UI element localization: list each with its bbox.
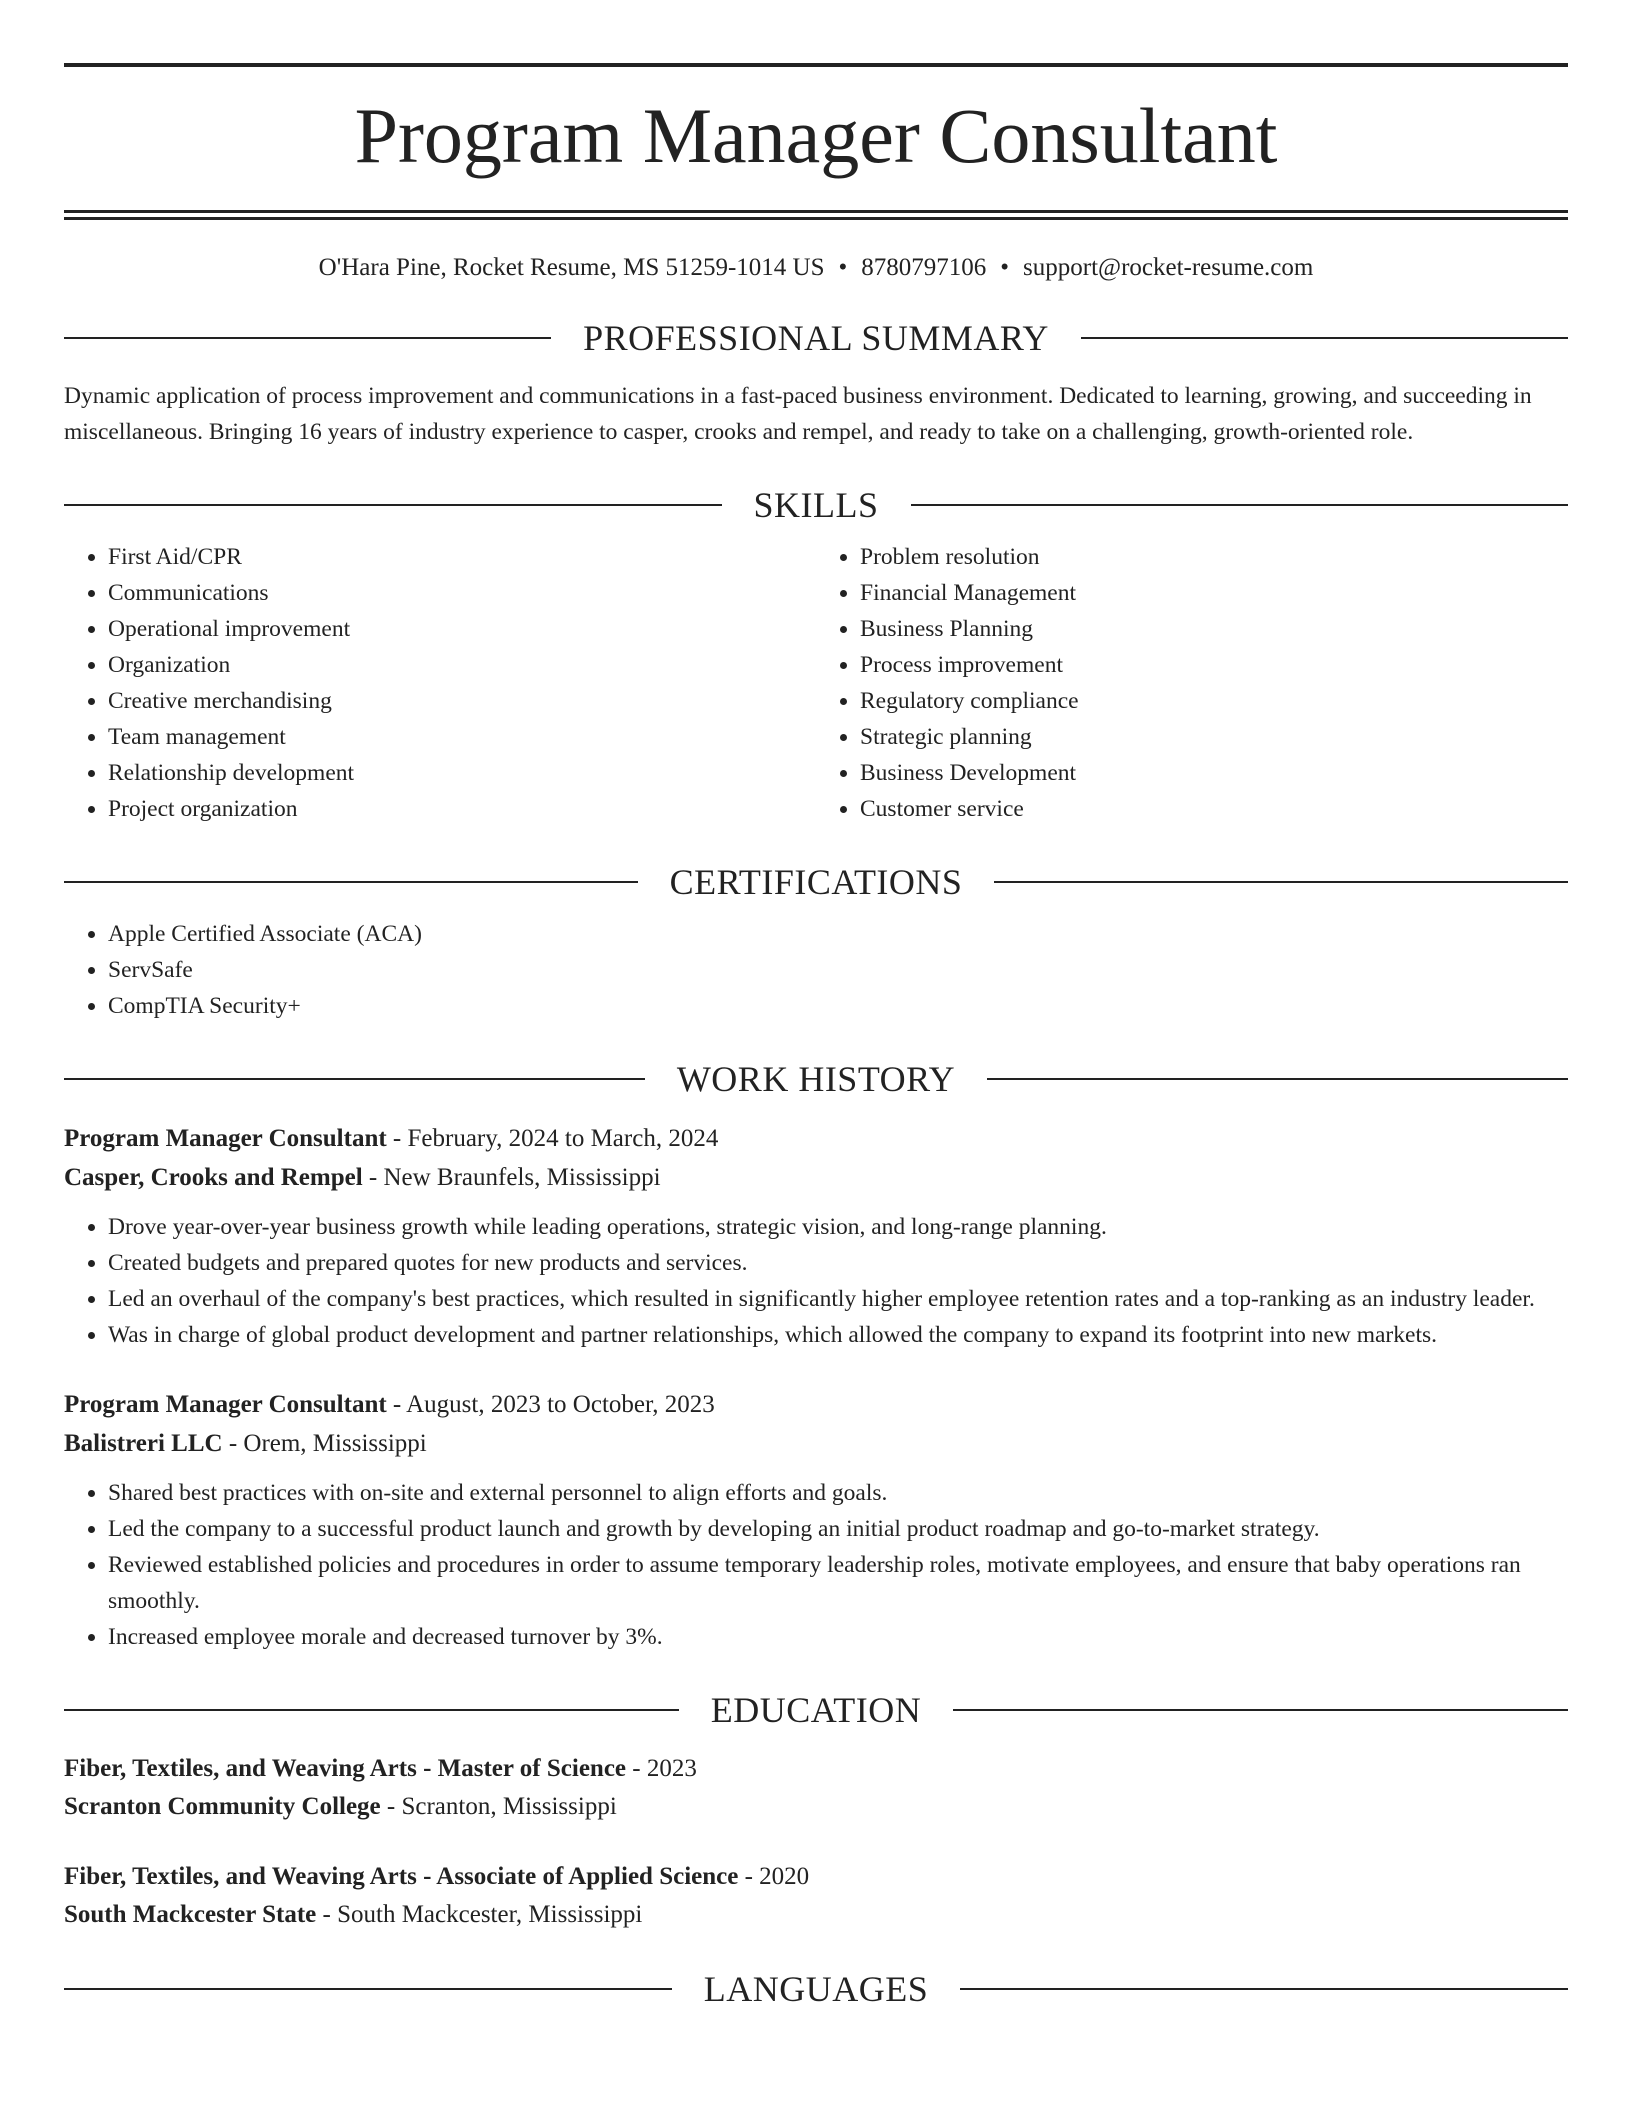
section-heading-certifications [64, 860, 1568, 904]
contact-separator: • [838, 254, 848, 281]
job-title: Program Manager Consultant [64, 1125, 387, 1152]
section-heading-summary [64, 316, 1568, 360]
section-title: CERTIFICATIONS [669, 862, 963, 902]
education-degree-line [64, 1750, 1568, 1788]
section-heading-work-history [64, 1057, 1568, 1101]
heading-rule [64, 504, 722, 506]
skill-item: • Organization [108, 647, 816, 683]
job-bullet: • Shared best practices with on-site and external personnel to align efforts and goals. [108, 1475, 1568, 1511]
job-bullet: • Created budgets and prepared quotes for new products and services. [108, 1245, 1568, 1281]
skills-grid [64, 539, 1568, 827]
education-school: Scranton Community College [64, 1793, 381, 1820]
skills-list-left [64, 539, 816, 827]
heading-rule [911, 504, 1569, 506]
job-bullet: • Was in charge of global product development and partner relationships, which allowed the company to expand its footprint into new markets. [108, 1317, 1568, 1353]
education-school-line [64, 1788, 1568, 1826]
heading-rule [1081, 337, 1568, 339]
education-location: - Scranton, Mississippi [380, 1793, 617, 1820]
skill-item: • Operational improvement [108, 611, 816, 647]
education-school-line [64, 1896, 1568, 1934]
skill-item: • Problem resolution [860, 539, 1568, 575]
contact-email: support@rocket-resume.com [1023, 254, 1314, 281]
top-rule [64, 63, 1568, 67]
skill-item: • Regulatory compliance [860, 683, 1568, 719]
job-dates: - August, 2023 to October, 2023 [386, 1391, 715, 1418]
skill-item: • First Aid/CPR [108, 539, 816, 575]
skill-item: • Creative merchandising [108, 683, 816, 719]
job-entry [64, 1119, 1568, 1353]
section-title: EDUCATION [710, 1690, 922, 1730]
section-heading-skills [64, 483, 1568, 527]
heading-rule [960, 1988, 1568, 1990]
job-bullet: • Led an overhaul of the company's best practices, which resulted in significantly higher employee retention rates and a top-ranking as an industry leader. [108, 1281, 1568, 1317]
education-location: - South Mackcester, Mississippi [316, 1901, 643, 1928]
skill-item: • Team management [108, 719, 816, 755]
section-title: SKILLS [753, 485, 879, 525]
heading-rule [994, 881, 1568, 883]
job-bullet: • Led the company to a successful product launch and growth by developing an initial product roadmap and go-to-market strategy. [108, 1511, 1568, 1547]
job-company: Casper, Crooks and Rempel [64, 1164, 363, 1191]
education-school: South Mackcester State [64, 1901, 317, 1928]
education-entry [64, 1858, 1568, 1934]
contact-phone: 8780797106 [861, 254, 987, 281]
job-entry [64, 1385, 1568, 1655]
job-location: - Orem, Mississippi [222, 1430, 427, 1457]
contact-line [64, 253, 1568, 283]
skill-item: • Process improvement [860, 647, 1568, 683]
heading-rule [64, 337, 551, 339]
certification-item: • Apple Certified Associate (ACA) [108, 916, 1568, 952]
summary-text: Dynamic application of process improvement and communications in a fast-paced business environment. Dedicated to learning, growing, and succeeding in miscellaneous. Bringing 16 years of industry experience to casper, crooks and rempel, and ready to take on a challenging, growth-oriented role. [64, 383, 1532, 445]
job-title: Program Manager Consultant [64, 1391, 387, 1418]
heading-rule [64, 1988, 672, 1990]
job-bullet: • Drove year-over-year business growth while leading operations, strategic vision, and long-range planning. [108, 1209, 1568, 1245]
resume-title: Program Manager Consultant [354, 92, 1278, 179]
job-title-line [64, 1385, 1568, 1424]
job-bullets [64, 1475, 1568, 1655]
certification-item: • ServSafe [108, 952, 1568, 988]
job-dates: - February, 2024 to March, 2024 [386, 1125, 719, 1152]
education-degree: Fiber, Textiles, and Weaving Arts - Master of Science [64, 1755, 627, 1782]
skill-item: • Business Development [860, 755, 1568, 791]
job-company-line [64, 1158, 1568, 1197]
resume-page [64, 0, 1568, 2011]
heading-rule [64, 1709, 679, 1711]
heading-rule [953, 1709, 1568, 1711]
section-heading-languages [64, 1967, 1568, 2011]
job-bullet: • Reviewed established policies and procedures in order to assume temporary leadership roles, motivate employees, and ensure that baby operations ran smoothly. [108, 1547, 1568, 1619]
section-title: LANGUAGES [703, 1969, 929, 2009]
skill-item: • Financial Management [860, 575, 1568, 611]
education-year: - 2020 [738, 1863, 810, 1890]
education-year: - 2023 [626, 1755, 697, 1782]
contact-address: O'Hara Pine, Rocket Resume, MS 51259-1014 US [318, 254, 825, 281]
skills-list-right [816, 539, 1568, 827]
skill-item: • Customer service [860, 791, 1568, 827]
section-heading-education [64, 1688, 1568, 1732]
job-bullet: • Increased employee morale and decreased turnover by 3%. [108, 1619, 1568, 1655]
skill-item: • Communications [108, 575, 816, 611]
section-title: PROFESSIONAL SUMMARY [583, 318, 1049, 358]
education-degree: Fiber, Textiles, and Weaving Arts - Associate of Applied Science [64, 1863, 739, 1890]
skill-item: • Relationship development [108, 755, 816, 791]
heading-rule [64, 881, 638, 883]
certifications-list [64, 916, 1568, 1024]
job-bullets [64, 1209, 1568, 1353]
job-location: - New Braunfels, Mississippi [362, 1164, 661, 1191]
title-double-rule [64, 210, 1568, 220]
heading-rule [987, 1078, 1568, 1080]
job-company-line [64, 1424, 1568, 1463]
skill-item: • Business Planning [860, 611, 1568, 647]
education-degree-line [64, 1858, 1568, 1896]
education-entry [64, 1750, 1568, 1826]
job-company: Balistreri LLC [64, 1430, 223, 1457]
section-title: WORK HISTORY [676, 1059, 956, 1099]
certification-item: • CompTIA Security+ [108, 988, 1568, 1024]
contact-separator: • [1000, 254, 1010, 281]
skill-item: • Strategic planning [860, 719, 1568, 755]
skill-item: • Project organization [108, 791, 816, 827]
job-title-line [64, 1119, 1568, 1158]
heading-rule [64, 1078, 645, 1080]
